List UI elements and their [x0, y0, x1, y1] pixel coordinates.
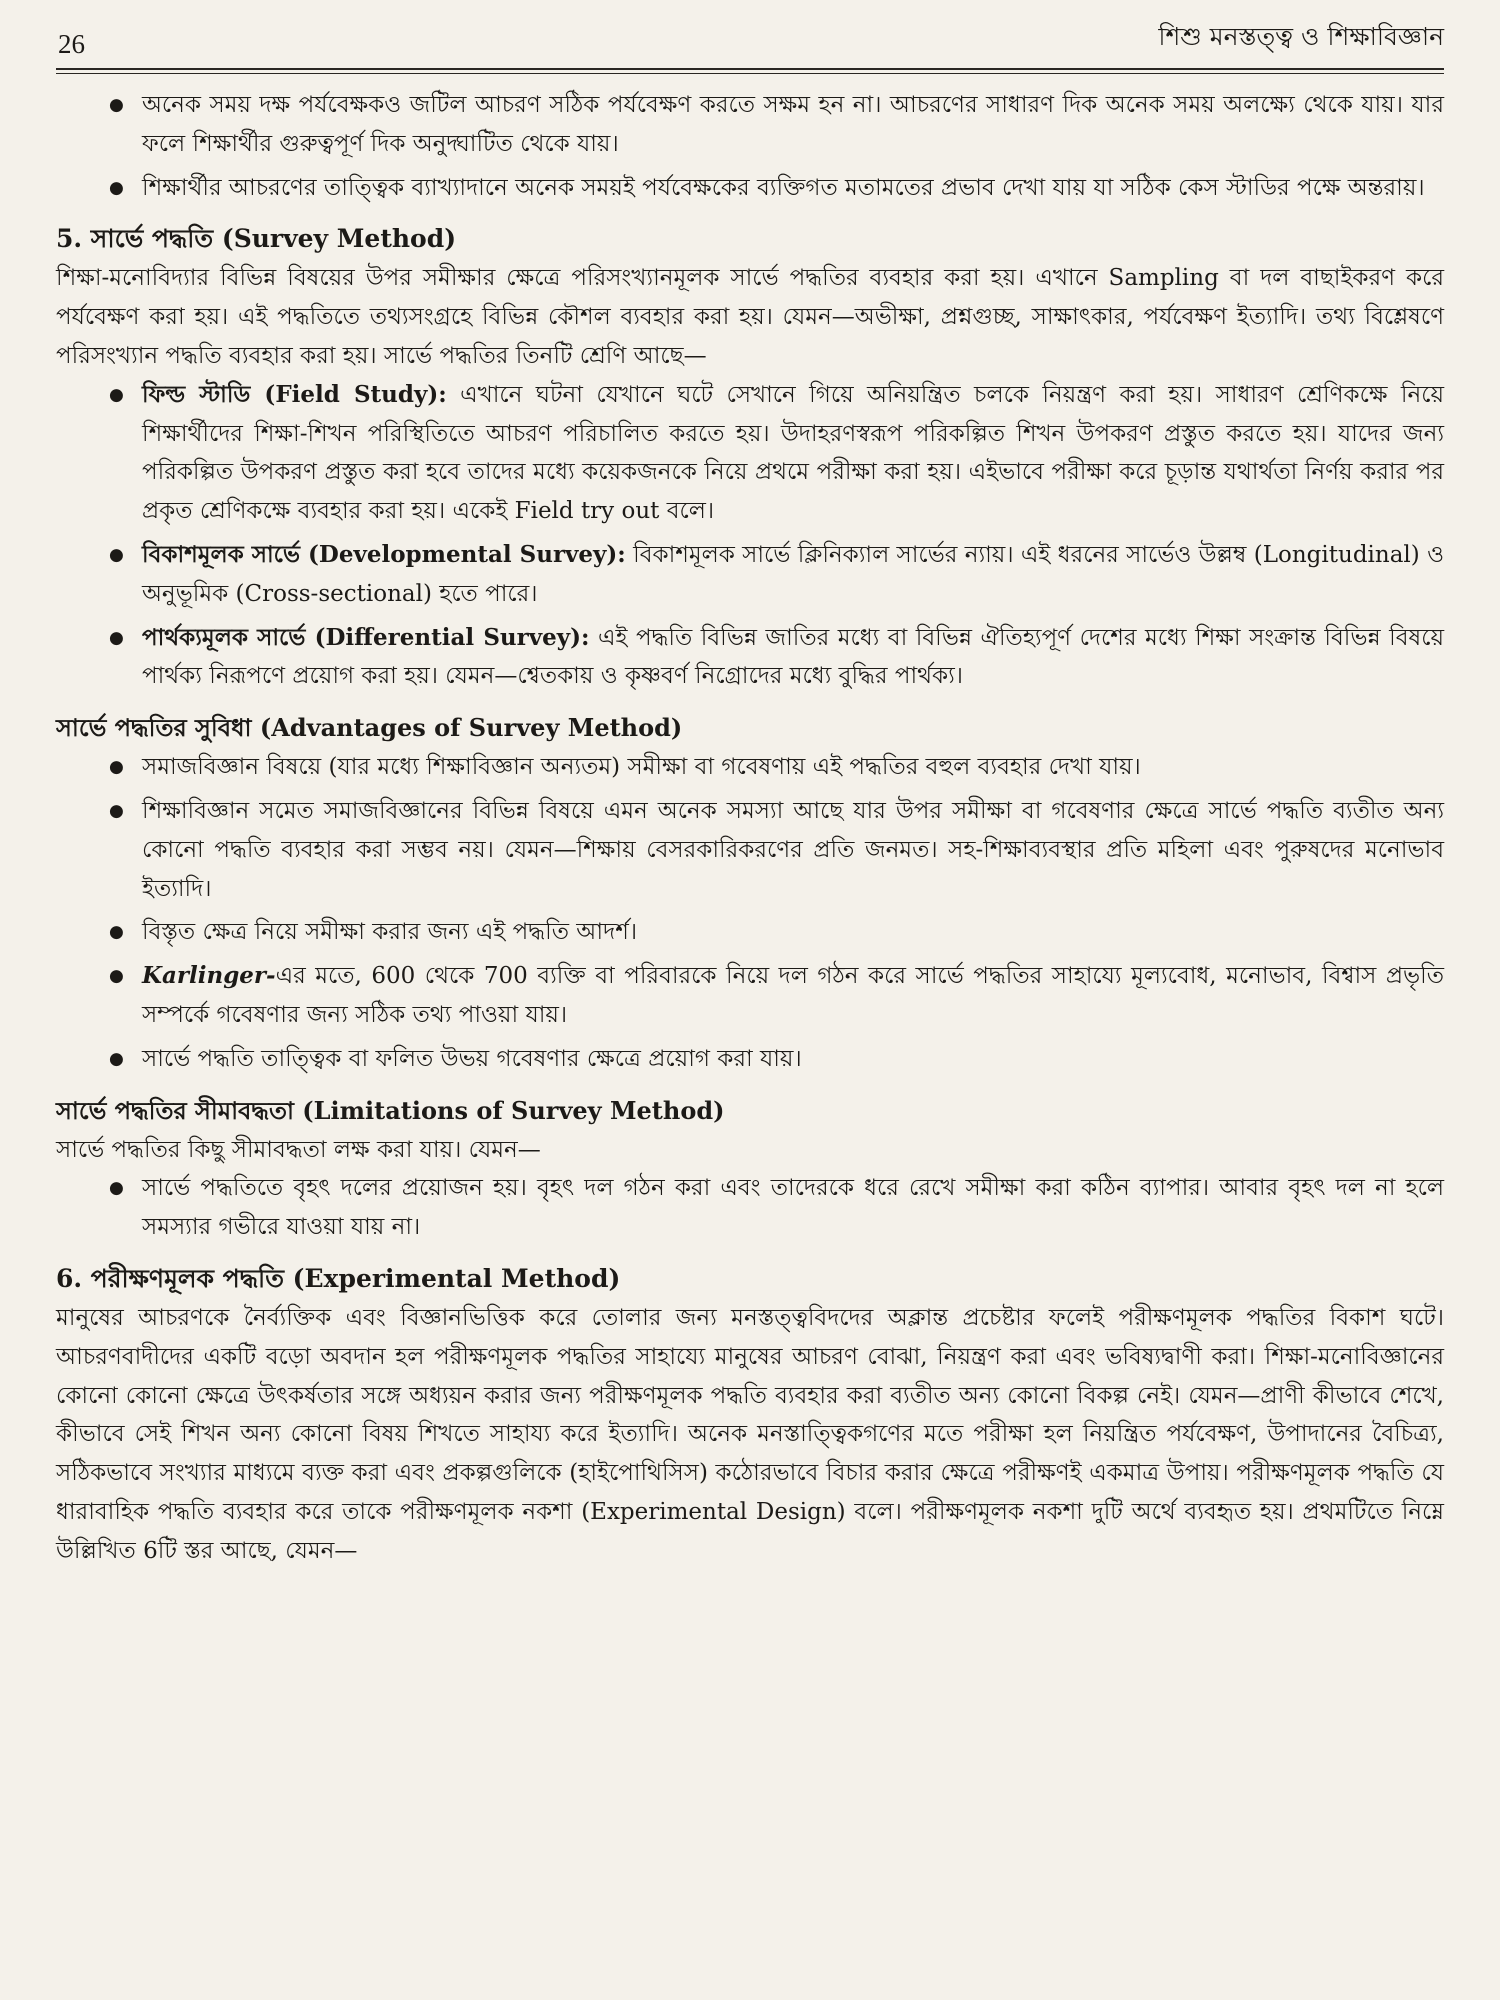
section-heading-limitations: সার্ভে পদ্ধতির সীমাবদ্ধতা (Limitations of Survey Method) — [56, 1095, 725, 1125]
experimental-paragraph: মানুষের আচরণকে নৈর্ব্যক্তিক এবং বিজ্ঞানভিত্তিক করে তোলার জন্য মনস্তত্ত্ববিদদের অক্লান্ত প্রচেষ্টার ফলেই পরীক্ষণমূলক পদ্ধতির বিকাশ ঘটে। আচরণবাদীদের একটি বড়ো অবদান হল পরীক্ষণমূলক পদ্ধতির সাহায্যে মানুষের আচরণ বোঝা, নিয়ন্ত্রণ করা এবং ভবিষ্যদ্বাণী করা। শিক্ষা-মনোবিজ্ঞানের কোনো কোনো ক্ষেত্রে উৎকর্ষতার সঙ্গে অধ্যয়ন করার জন্য পরীক্ষণমূলক পদ্ধতি ব্যবহার করা ব্যতীত অন্য কোনো বিকল্প নেই। যেমন—প্রাণী কীভাবে শেখে, কীভাবে সেই শিখন অন্য কোনো বিষয় শিখতে সাহায্য করে ইত্যাদি। অনেক মনস্তাত্ত্বিকগণের মতে পরীক্ষা হল নিয়ন্ত্রিত পর্যবেক্ষণ, উপাদানের বৈচিত্র্য, সঠিকভাবে সংখ্যার মাধ্যমে ব্যক্ত করা এবং প্রকল্পগুলিকে (হাইপোথিসিস) কঠোরভাবে বিচার করার ক্ষেত্রে পরীক্ষণই একমাত্র উপায়। পরীক্ষণমূলক পদ্ধতি যে ধারাবাহিক পদ্ধতি ব্যবহার করে তাকে পরীক্ষণমূলক নকশা (Experimental Design) বলে। পরীক্ষণমূলক নকশা দুটি অর্থে ব্যবহৃত হয়। প্রথমটিতে নিম্নে উল্লিখিত 6টি স্তর আছে, যেমন— — [56, 1304, 1444, 1564]
list-item — [56, 376, 1444, 531]
list-item: ● সার্ভে পদ্ধতিতে বৃহৎ দলের প্রয়োজন হয়। বৃহৎ দল গঠন করা এবং তাদেরকে ধরে রেখে সমীক্ষা করা কঠিন ব্যাপার। আবার বৃহৎ দল না হলে সমস্যার গভীরে যাওয়া যায় না। — [56, 1169, 1444, 1247]
survey-paragraph: শিক্ষা-মনোবিদ্যার বিভিন্ন বিষয়ের উপর সমীক্ষার ক্ষেত্রে পরিসংখ্যানমূলক সার্ভে পদ্ধতির ব্যবহার করা হয়। এখানে Sampling বা দল বাছাইকরণ করে পর্যবেক্ষণ করা হয়। এই পদ্ধতিতে তথ্যসংগ্রহে বিভিন্ন কৌশল ব্যবহার করা হয়। যেমন—অভীক্ষা, প্রশ্নগুচ্ছ, সাক্ষাৎকার, পর্যবেক্ষণ ইত্যাদি। তথ্য বিশ্লেষণে পরিসংখ্যান পদ্ধতি ব্যবহার করা হয়। সার্ভে পদ্ধতির তিনটি শ্রেণি আছে— — [56, 265, 1444, 369]
running-header — [56, 20, 1444, 60]
list-item: ● সার্ভে পদ্ধতি তাত্ত্বিক বা ফলিত উভয় গবেষণার ক্ষেত্রে প্রয়োগ করা যায়। — [56, 1040, 1444, 1079]
section-heading-experimental: 6. পরীক্ষণমূলক পদ্ধতি (Experimental Method) — [56, 1263, 621, 1293]
differential-survey-label: পার্থক্যমূলক সার্ভে (Differential Survey): — [142, 623, 590, 651]
karlinger-text: এর মতে, 600 থেকে 700 ব্যক্তি বা পরিবারকে নিয়ে দল গঠন করে সার্ভে পদ্ধতির সাহায্যে মূল্যবোধ, মনোভাব, বিশ্বাস প্রভৃতি সম্পর্কে গবেষণার জন্য সঠিক তথ্য পাওয়া যায়। — [142, 963, 1444, 1028]
header-rule-thin — [56, 73, 1444, 74]
developmental-survey-label: বিকাশমূলক সার্ভে (Developmental Survey): — [142, 540, 626, 568]
karlinger-name: Karlinger- — [142, 962, 276, 990]
section-heading-advantages: সার্ভে পদ্ধতির সুবিধা (Advantages of Survey Method) — [56, 713, 683, 743]
list-item: ● শিক্ষার্থীর আচরণের তাত্ত্বিক ব্যাখ্যাদানে অনেক সময়ই পর্যবেক্ষকের ব্যক্তিগত মতামতের প্রভাব দেখা যায় যা সঠিক কেস স্টাডির পক্ষে অন্তরায়। — [56, 169, 1444, 208]
list-item: ● সমাজবিজ্ঞান বিষয়ে (যার মধ্যে শিক্ষাবিজ্ঞান অন্যতম) সমীক্ষা বা গবেষণায় এই পদ্ধতির বহুল ব্যবহার দেখা যায়। — [56, 748, 1444, 787]
list-item — [56, 619, 1444, 697]
limitations-list — [56, 1169, 1444, 1247]
list-item — [56, 536, 1444, 614]
field-study-label: ফিল্ড স্টাডি (Field Study): — [142, 380, 447, 408]
limitations-intro: সার্ভে পদ্ধতির কিছু সীমাবদ্ধতা লক্ষ করা যায়। যেমন— — [56, 1136, 541, 1163]
differential-survey-text: এই পদ্ধতি বিভিন্ন জাতির মধ্যে বা বিভিন্ন ঐতিহ্যপূর্ণ দেশের মধ্যে শিক্ষা সংক্রান্ত বিভিন্ন বিষয়ে পার্থক্য নিরূপণে প্রয়োগ করা হয়। যেমন—শ্বেতকায় ও কৃষ্ণবর্ণ নিগ্রোদের মধ্যে বুদ্ধির পার্থক্য। — [142, 624, 1444, 690]
advantages-list — [56, 748, 1444, 1078]
survey-types-list — [56, 376, 1444, 696]
running-title: শিশু মনস্তত্ত্ব ও শিক্ষাবিজ্ঞান — [1158, 22, 1444, 51]
list-item: ● শিক্ষাবিজ্ঞান সমেত সমাজবিজ্ঞানের বিভিন্ন বিষয়ে এমন অনেক সমস্যা আছে যার উপর সমীক্ষা বা গবেষণার ক্ষেত্রে সার্ভে পদ্ধতি ব্যতীত অন্য কোনো পদ্ধতি ব্যবহার করা সম্ভব নয়। যেমন—শিক্ষায় বেসরকারিকরণের প্রতি জনমত। সহ-শিক্ষাব্যবস্থার প্রতি মহিলা এবং পুরুষদের মনোভাব ইত্যাদি। — [56, 792, 1444, 908]
developmental-survey-text: বিকাশমূলক সার্ভে ক্লিনিক্যাল সার্ভের ন্যায়। এই ধরনের সার্ভেও উল্লম্ব (Longitudinal) ও অনুভূমিক (Cross-sectional) হতে পারে। — [142, 541, 1444, 607]
field-study-text: এখানে ঘটনা যেখানে ঘটে সেখানে গিয়ে অনিয়ন্ত্রিত চলকে নিয়ন্ত্রণ করা হয়। সাধারণ শ্রেণিকক্ষে নিয়ে শিক্ষার্থীদের শিক্ষা-শিখন পরিস্থিতিতে আচরণ পরিচালিত করতে হয়। উদাহরণস্বরূপ পরিকল্পিত শিখন উপকরণ প্রস্তুত করতে হয়। যাদের জন্য পরিকল্পিত উপকরণ প্রস্তুত করা হবে তাদের মধ্যে কয়েকজনকে নিয়ে প্রথমে পরীক্ষা করা হয়। এইভাবে পরীক্ষা করে চূড়ান্ত যথার্থতা নির্ণয় করার পর প্রকৃত শ্রেণিকক্ষে ব্যবহার করা হয়। একেই Field try out বলে। — [142, 381, 1444, 525]
case-study-limitations-list — [56, 86, 1444, 207]
list-item: ● অনেক সময় দক্ষ পর্যবেক্ষকও জটিল আচরণ সঠিক পর্যবেক্ষণ করতে সক্ষম হন না। আচরণের সাধারণ দিক অনেক সময় অলক্ষ্যে থেকে যায়। যার ফলে শিক্ষার্থীর গুরুত্বপূর্ণ দিক অনুদ্ঘাটিত থেকে যায়। — [56, 86, 1444, 164]
page-number: 26 — [58, 29, 85, 59]
section-heading-survey: 5. সার্ভে পদ্ধতি (Survey Method) — [56, 224, 457, 254]
list-item — [56, 957, 1444, 1035]
list-item: ● বিস্তৃত ক্ষেত্র নিয়ে সমীক্ষা করার জন্য এই পদ্ধতি আদর্শ। — [56, 913, 1444, 952]
header-rule — [56, 68, 1444, 70]
